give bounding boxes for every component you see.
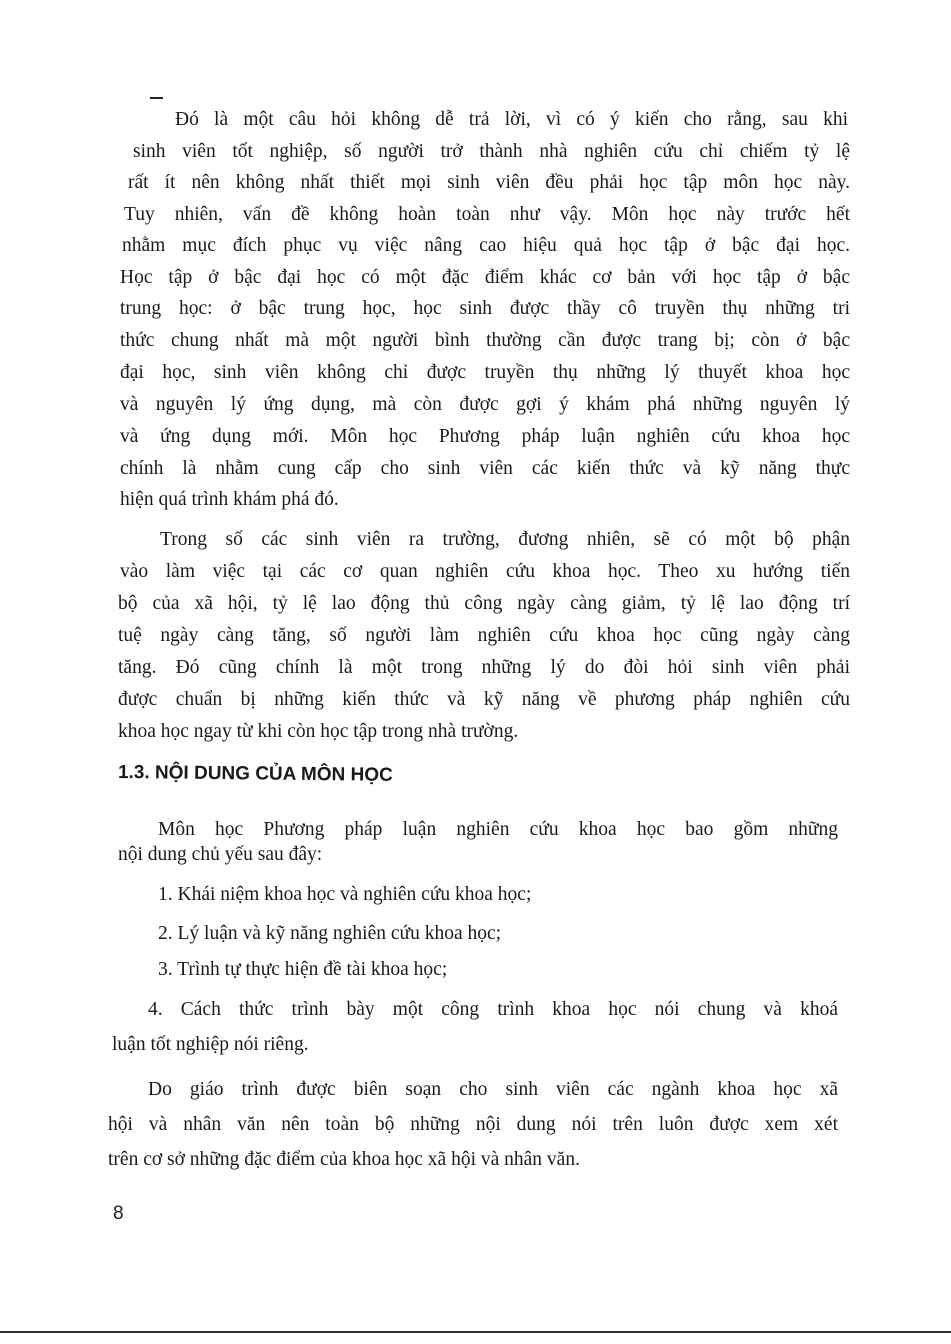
text-line: khoa học ngay từ khi còn học tập trong nhà trường. [118, 721, 519, 742]
page-number: 8 [113, 1203, 124, 1224]
text-line: chính là nhằm cung cấp cho sinh viên các kiến thức và kỹ năng thực [120, 458, 850, 479]
text-line: và ứng dụng mới. Môn học Phương pháp luận nghiên cứu khoa học [120, 426, 850, 447]
text-line: 1. Khái niệm khoa học và nghiên cứu khoa học; [158, 884, 532, 905]
text-line: trung học: ở bậc trung học, học sinh được thầy cô truyền thụ những tri [120, 298, 850, 319]
text-line: Đó là một câu hỏi không dễ trả lời, vì có ý kiến cho rằng, sau khi [175, 109, 848, 130]
text-line: Trong số các sinh viên ra trường, đương nhiên, sẽ có một bộ phận [160, 529, 850, 550]
text-line: hiện quá trình khám phá đó. [120, 489, 339, 510]
scan-edge [0, 1331, 951, 1333]
text-line: Môn học Phương pháp luận nghiên cứu khoa học bao gồm những [158, 819, 838, 840]
text-line: Học tập ở bậc đại học có một đặc điểm khác cơ bản với học tập ở bậc [120, 267, 850, 288]
text-line: Tuy nhiên, vấn đề không hoàn toàn như vậy. Môn học này trước hết [124, 204, 850, 225]
text-line: tuệ ngày càng tăng, số người làm nghiên cứu khoa học cũng ngày càng [118, 625, 850, 646]
text-line: nhằm mục đích phục vụ việc nâng cao hiệu quả học tập ở bậc đại học. [122, 235, 850, 256]
text-line: và nguyên lý ứng dụng, mà còn được gợi ý khám phá những nguyên lý [120, 394, 850, 415]
text-line: luận tốt nghiệp nói riêng. [112, 1034, 309, 1055]
text-line: rất ít nên không nhất thiết mọi sinh viên đều phải học tập môn học này. [128, 172, 850, 193]
text-line: 4. Cách thức trình bày một công trình khoa học nói chung và khoá [148, 999, 838, 1020]
text-line: vào làm việc tại các cơ quan nghiên cứu khoa học. Theo xu hướng tiến [120, 561, 850, 582]
text-line: sinh viên tốt nghiệp, số người trở thành nhà nghiên cứu chỉ chiếm tỷ lệ [133, 141, 850, 162]
section-heading: 1.3. NỘI DUNG CỦA MÔN HỌC [117, 762, 393, 786]
text-line: 3. Trình tự thực hiện đề tài khoa học; [158, 959, 448, 980]
text-line: nội dung chủ yếu sau đây: [118, 844, 323, 865]
text-line: trên cơ sở những đặc điểm của khoa học xã hội và nhân văn. [108, 1149, 580, 1170]
text-line: 2. Lý luận và kỹ năng nghiên cứu khoa học; [158, 923, 502, 944]
text-line: hội và nhân văn nên toàn bộ những nội dung nói trên luôn được xem xét [108, 1114, 838, 1135]
text-line: được chuẩn bị những kiến thức và kỹ năng về phương pháp nghiên cứu [118, 689, 850, 710]
text-line: thức chung nhất mà một người bình thường cần được trang bị; còn ở bậc [120, 330, 850, 351]
text-line: bộ của xã hội, tỷ lệ lao động thủ công ngày càng giảm, tỷ lệ lao động trí [118, 593, 850, 614]
scan-mark [150, 97, 163, 99]
text-line: đại học, sinh viên không chỉ được truyền thụ những lý thuyết khoa học [120, 362, 850, 383]
text-line: tăng. Đó cũng chính là một trong những lý do đòi hỏi sinh viên phải [118, 657, 850, 678]
text-line: Do giáo trình được biên soạn cho sinh viên các ngành khoa học xã [148, 1079, 838, 1100]
